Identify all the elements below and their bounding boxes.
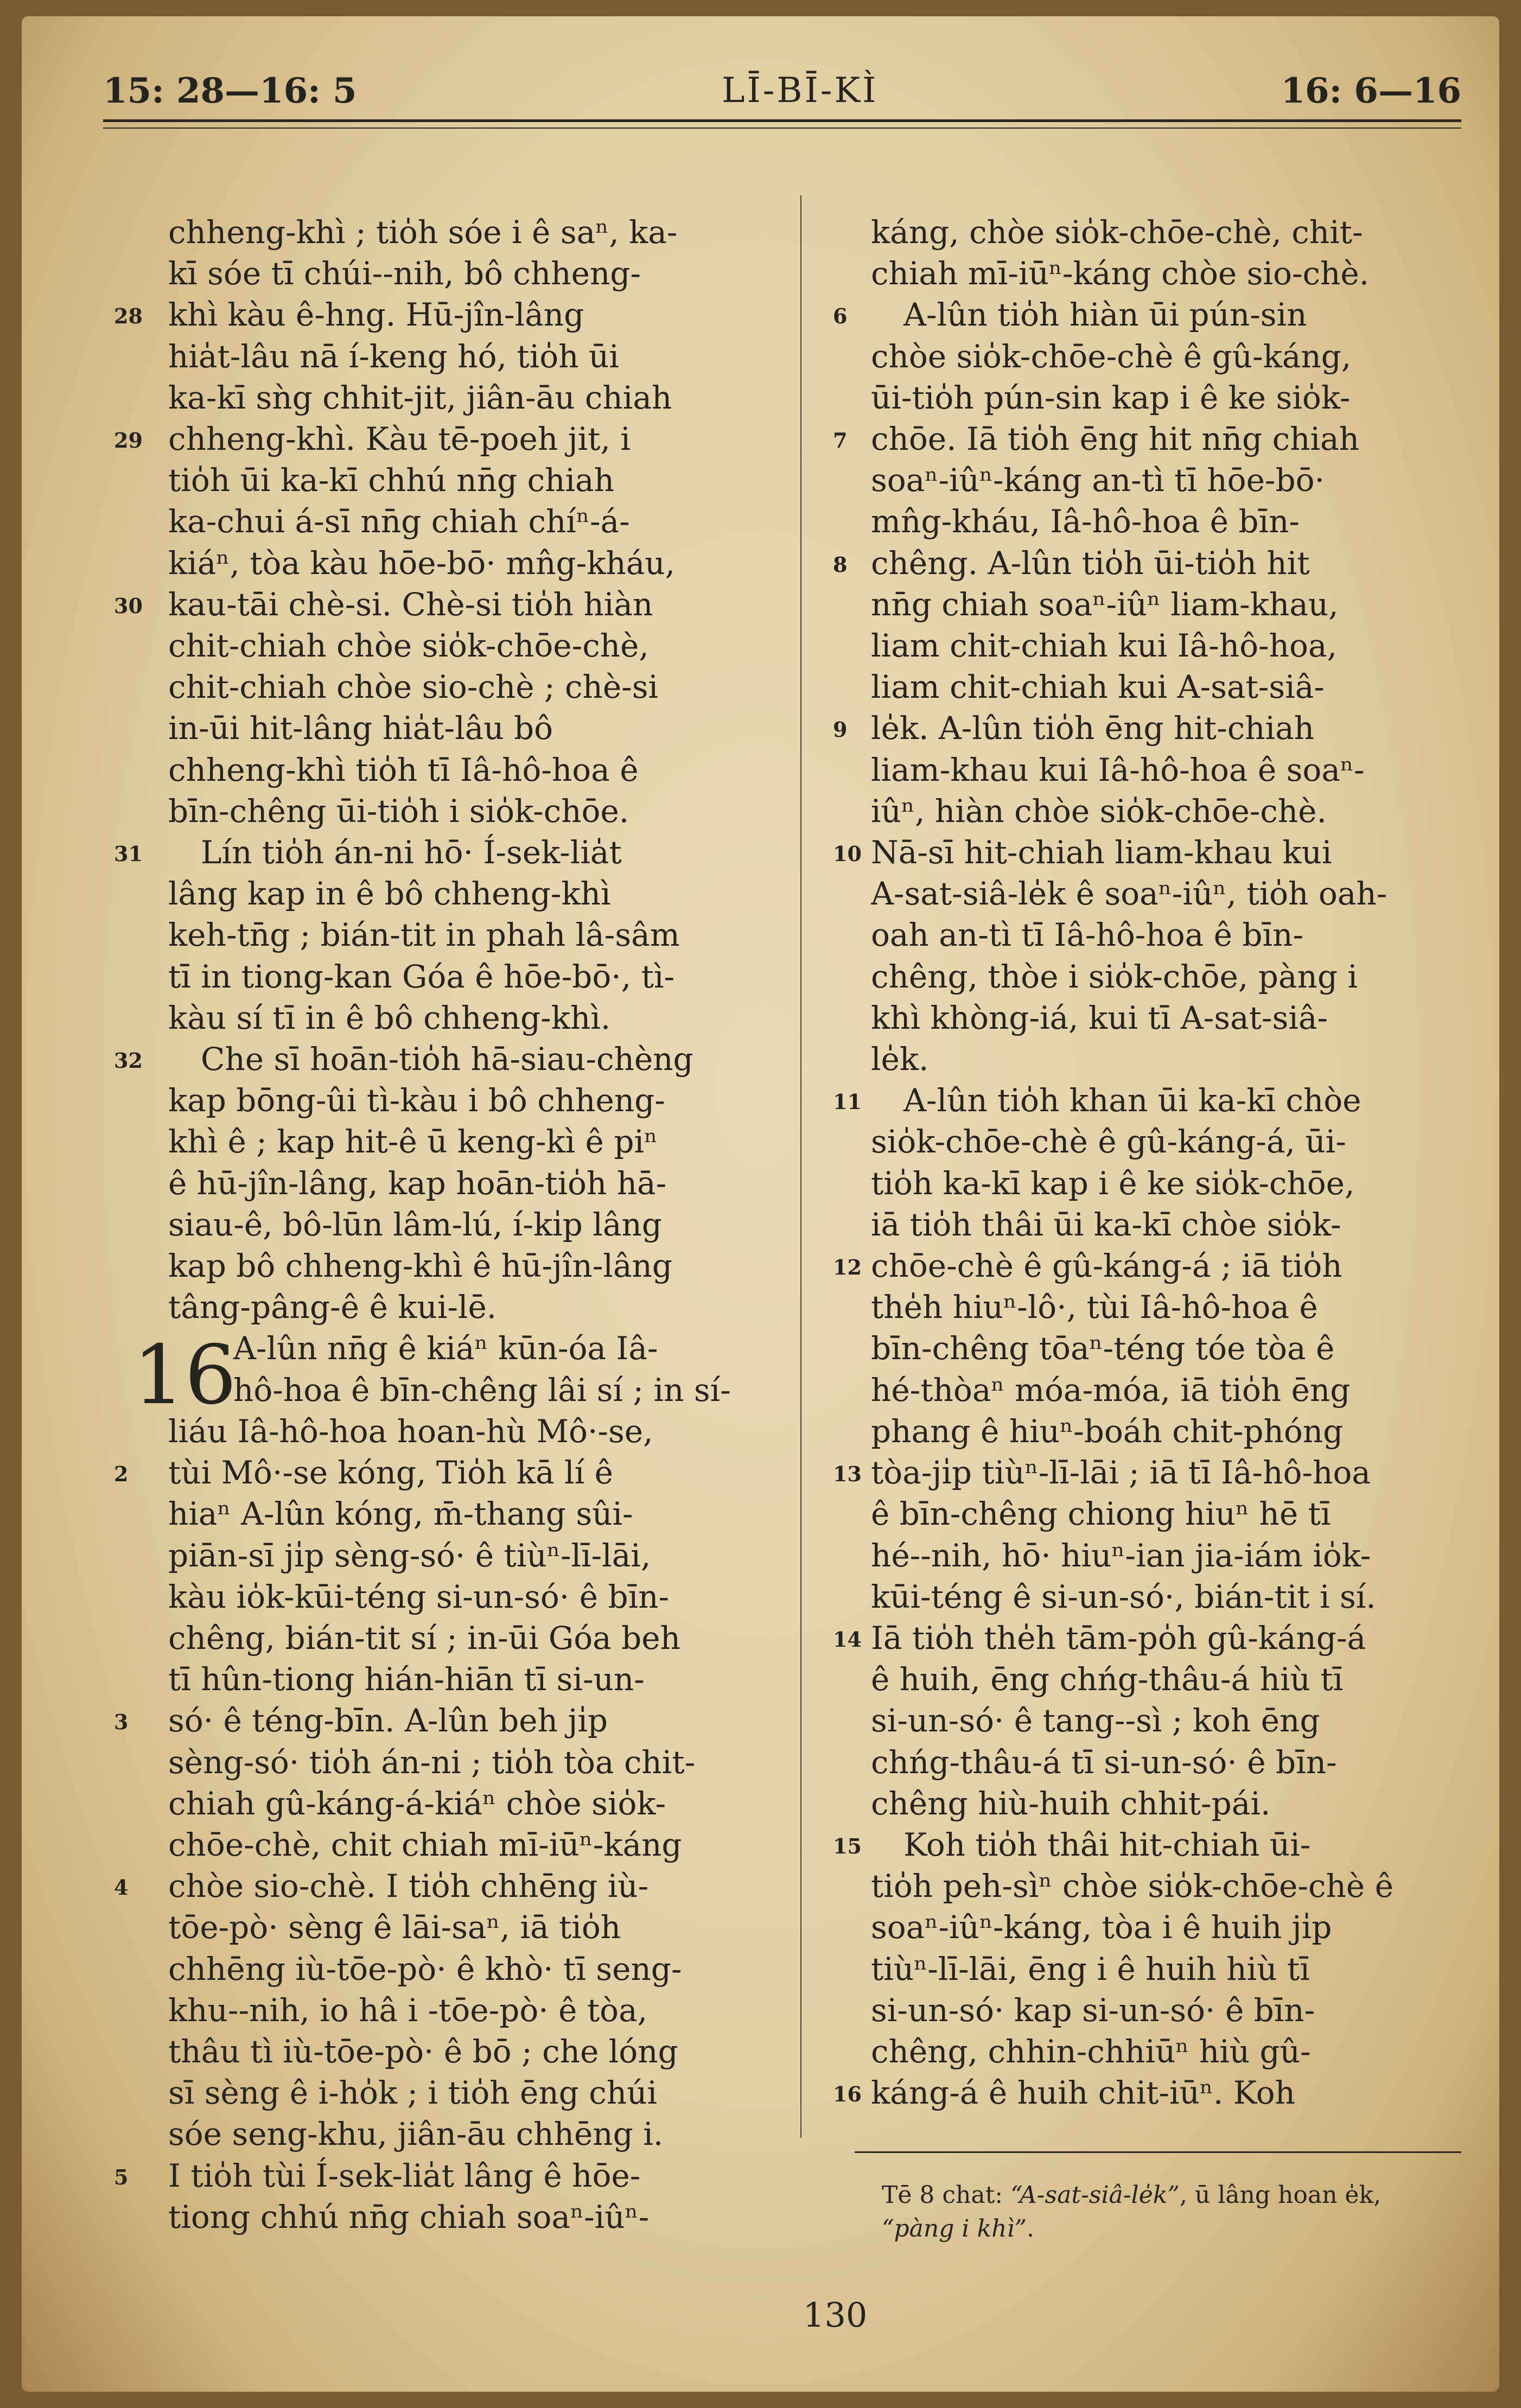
header-right-reference: 16: 6—16: [1281, 71, 1461, 111]
text-line: in-ūi hit-lâng hia̍t-lâu bô: [168, 710, 553, 747]
text-line: chêng hiù-huih chhit-pái.: [871, 1785, 1271, 1822]
text-line: ê hū-jîn-lâng, kap hoān-tio̍h hā-: [168, 1164, 667, 1202]
verse-number: 4: [114, 1875, 129, 1900]
text-line: ūi-tio̍h pún-sin kap i ê ke sio̍k-: [871, 379, 1351, 416]
text-line: chêng, bián-tit sí ; in-ūi Góa beh: [168, 1619, 680, 1657]
text-line: kap bô chheng-khì ê hū-jîn-lâng: [168, 1247, 673, 1285]
header-left-reference: 15: 28—16: 5: [103, 71, 357, 111]
text-line: kàu io̍k-kūi-téng si-un-só· ê bīn-: [168, 1578, 670, 1615]
text-line: chōe-chè, chit chiah mī-iūⁿ-káng: [168, 1826, 682, 1863]
text-line: the̍h hiuⁿ-lô·, tùi Iâ-hô-hoa ê: [871, 1289, 1318, 1326]
text-line: ka-chui á-sī nn̄g chiah chíⁿ-á-: [168, 503, 630, 540]
text-line: Koh tio̍h thâi hit-chiah ūi-: [903, 1826, 1311, 1863]
text-line: sèng-só· tio̍h án-ni ; tio̍h tòa chit-: [168, 1743, 696, 1781]
text-line: liáu Iâ-hô-hoa hoan-hù Mô·-se,: [168, 1412, 653, 1450]
text-line: si-un-só· kap si-un-só· ê bīn-: [871, 1991, 1315, 2029]
text-line: khì kàu ê-hng. Hū-jîn-lâng: [168, 296, 584, 334]
page-number: 130: [803, 2295, 868, 2335]
footnote-prefix: Tē 8 chat:: [882, 2181, 1011, 2209]
text-line: chōe. Iā tio̍h ēng hit nn̄g chiah: [871, 421, 1359, 458]
text-line: hô-hoa ê bīn-chêng lâi sí ; in sí-: [233, 1371, 731, 1409]
text-line: keh-tn̄g ; bián-tit in phah lâ-sâm: [168, 916, 680, 954]
text-line: tiong chhú nn̄g chiah soaⁿ-iûⁿ-: [168, 2198, 650, 2235]
footnote-rule: [855, 2151, 1461, 2153]
text-line: chòe sio̍k-chōe-chè ê gû-káng,: [871, 337, 1352, 375]
text-line: siau-ê, bô-lūn lâm-lú, í-ki̍p lâng: [168, 1206, 662, 1243]
text-line: chhēng iù-tōe-pò· ê khò· tī seng-: [168, 1950, 682, 1987]
footnote: [882, 2178, 1500, 2246]
text-line: soaⁿ-iûⁿ-káng an-tì tī hōe-bō·: [871, 462, 1325, 499]
text-line: bīn-chêng ūi-tio̍h i sio̍k-chōe.: [168, 792, 629, 830]
text-line: chńg-thâu-á tī si-un-só· ê bīn-: [871, 1743, 1337, 1781]
chapter-number: 16: [133, 1328, 237, 1423]
text-line: tōe-pò· sèng ê lāi-saⁿ, iā tio̍h: [168, 1909, 621, 1946]
verse-number: 16: [833, 2082, 862, 2106]
header-book-title: LĪ-BĪ-KÌ: [722, 71, 879, 111]
text-line: A-lûn tio̍h hiàn ūi pún-sin: [903, 296, 1307, 334]
verse-number: 13: [833, 1462, 862, 1486]
text-line: kī sóe tī chúi--nih, bô chheng-: [168, 255, 641, 292]
text-line: A-lûn tio̍h khan ūi ka-kī chòe: [903, 1082, 1361, 1119]
footnote-term: “A-sat-siâ-le̍k”: [1010, 2181, 1180, 2209]
text-line: chheng-khì tio̍h tī Iâ-hô-hoa ê: [168, 751, 639, 788]
text-line: phang ê hiuⁿ-boáh chit-phóng: [871, 1412, 1344, 1450]
text-line: lâng kap in ê bô chheng-khì: [168, 875, 611, 913]
text-line: liam-khau kui Iâ-hô-hoa ê soaⁿ-: [871, 751, 1365, 788]
verse-number: 30: [114, 594, 143, 618]
text-line: kūi-téng ê si-un-só·, bián-tit i sí.: [871, 1578, 1376, 1615]
text-line: sóe seng-khu, jiân-āu chhēng i.: [168, 2116, 664, 2153]
text-line: sio̍k-chōe-chè ê gû-káng-á, ūi-: [871, 1123, 1346, 1161]
text-line: liam chit-chiah kui Iâ-hô-hoa,: [871, 627, 1337, 665]
text-line: si-un-só· ê tang--sì ; koh ēng: [871, 1702, 1320, 1740]
text-line: thâu tì iù-tōe-pò· ê bō ; che lóng: [168, 2033, 678, 2070]
verse-number: 29: [114, 428, 143, 453]
text-line: tio̍h peh-sìⁿ chòe sio̍k-chōe-chè ê: [871, 1868, 1393, 1905]
text-line: chêng, chhin-chhiūⁿ hiù gû-: [871, 2033, 1311, 2070]
text-line: khì ê ; kap hit-ê ū keng-kì ê piⁿ: [168, 1123, 658, 1161]
text-line: soaⁿ-iûⁿ-káng, tòa i ê huih ji̍p: [871, 1909, 1332, 1946]
text-line: chit-chiah chòe sio-chè ; chè-si: [168, 668, 659, 706]
right-column-text: [871, 212, 1502, 2113]
text-line: tâng-pâng-ê ê kui-lē.: [168, 1289, 497, 1326]
footnote-term: “pàng i khì”: [882, 2215, 1027, 2243]
book-page: [22, 16, 1499, 2392]
text-line: I tio̍h tùi Í-sek-lia̍t lâng ê hōe-: [168, 2157, 641, 2194]
text-line: A-sat-siâ-le̍k ê soaⁿ-iûⁿ, tio̍h oah-: [871, 875, 1388, 913]
text-line: káng, chòe sio̍k-chōe-chè, chit-: [871, 214, 1363, 251]
verse-number: 9: [833, 717, 848, 742]
left-column-text: [168, 212, 790, 2238]
text-line: tòa-ji̍p tiùⁿ-lī-lāi ; iā tī Iâ-hô-hoa: [871, 1454, 1371, 1492]
text-line: chêng, thòe i sio̍k-chōe, pàng i: [871, 958, 1358, 995]
text-line: piān-sī ji̍p sèng-só· ê tiùⁿ-lī-lāi,: [168, 1537, 651, 1574]
text-line: liam chit-chiah kui A-sat-siâ-: [871, 668, 1325, 706]
text-line: le̍k. A-lûn tio̍h ēng hit-chiah: [871, 710, 1315, 747]
text-line: tio̍h ka-kī kap i ê ke sio̍k-chōe,: [871, 1164, 1355, 1202]
footnote-suffix: .: [1027, 2215, 1035, 2243]
text-line: khu--nih, io hâ i -tōe-pò· ê tòa,: [168, 1991, 648, 2029]
text-line: tī hûn-tiong hián-hiān tī si-un-: [168, 1661, 645, 1698]
verse-number: 8: [833, 552, 848, 577]
text-line: bīn-chêng tōaⁿ-téng tóe tòa ê: [871, 1330, 1335, 1367]
text-line: káng-á ê huih chit-iūⁿ. Koh: [871, 2074, 1295, 2112]
header-rule: [103, 119, 1461, 122]
text-line: hé--nih, hō· hiuⁿ-ian jia-iám io̍k-: [871, 1537, 1371, 1574]
text-line: tiùⁿ-lī-lāi, ēng i ê huih hiù tī: [871, 1950, 1310, 1987]
verse-number: 11: [833, 1090, 862, 1114]
text-line: tī in tiong-kan Góa ê hōe-bō·, tì-: [168, 958, 675, 995]
text-line: tùi Mô·-se kóng, Tio̍h kā lí ê: [168, 1454, 613, 1492]
verse-number: 10: [833, 842, 862, 866]
text-line: Lín tio̍h án-ni hō· Í-sek-lia̍t: [201, 834, 622, 871]
text-line: iā tio̍h thâi ūi ka-kī chòe sio̍k-: [871, 1206, 1341, 1243]
text-line: chòe sio-chè. I tio̍h chhēng iù-: [168, 1868, 649, 1905]
verse-number: 15: [833, 1834, 862, 1858]
text-line: hé-thòaⁿ móa-móa, iā tio̍h ēng: [871, 1371, 1351, 1409]
header-rule-thin: [103, 128, 1461, 129]
verse-number: 5: [114, 2165, 129, 2189]
text-line: chheng-khì ; tio̍h sóe i ê saⁿ, ka-: [168, 214, 678, 251]
text-line: oah an-tì tī Iâ-hô-hoa ê bīn-: [871, 916, 1304, 954]
verse-number: 3: [114, 1710, 129, 1734]
text-line: Nā-sī hit-chiah liam-khau kui: [871, 834, 1332, 871]
text-line: hia̍t-lâu nā í-keng hó, tio̍h ūi: [168, 337, 619, 375]
text-line: mn̂g-kháu, Iâ-hô-hoa ê bīn-: [871, 503, 1300, 540]
verse-number: 7: [833, 428, 848, 453]
text-line: chit-chiah chòe sio̍k-chōe-chè,: [168, 627, 649, 665]
column-separator: [800, 195, 801, 2138]
verse-number: 6: [833, 304, 848, 328]
text-line: khì khòng-iá, kui tī A-sat-siâ-: [871, 999, 1328, 1036]
text-line: chheng-khì. Kàu tē-poeh jit, i: [168, 421, 631, 458]
verse-number: 2: [114, 1462, 129, 1486]
text-line: chiah mī-iūⁿ-káng chòe sio-chè.: [871, 255, 1370, 292]
text-line: iûⁿ, hiàn chòe sio̍k-chōe-chè.: [871, 792, 1327, 830]
text-line: ka-kī sǹg chhit-jit, jiân-āu chiah: [168, 379, 672, 416]
verse-number: 32: [114, 1048, 143, 1073]
verse-number: 12: [833, 1255, 862, 1279]
text-line: sī sèng ê i-ho̍k ; i tio̍h ēng chúi: [168, 2074, 658, 2112]
text-line: kap bōng-ûi tì-kàu i bô chheng-: [168, 1082, 665, 1119]
text-line: hiaⁿ A-lûn kóng, m̄-thang sûi-: [168, 1495, 633, 1533]
text-line: nn̄g chiah soaⁿ-iûⁿ liam-khau,: [871, 585, 1339, 623]
verse-number: 14: [833, 1627, 862, 1652]
verse-number: 28: [114, 304, 143, 328]
text-line: le̍k.: [871, 1041, 929, 1078]
verse-number: 31: [114, 842, 143, 866]
text-line: Che sī hoān-tio̍h hā-siau-chèng: [201, 1041, 693, 1078]
text-line: chōe-chè ê gû-káng-á ; iā tio̍h: [871, 1247, 1342, 1285]
text-line: Iā tio̍h the̍h tām-po̍h gû-káng-á: [871, 1619, 1366, 1657]
text-line: ê bīn-chêng chiong hiuⁿ hē tī: [871, 1495, 1331, 1533]
text-line: chiah gû-káng-á-kiáⁿ chòe sio̍k-: [168, 1785, 666, 1822]
text-line: kàu sí tī in ê bô chheng-khì.: [168, 999, 611, 1036]
text-line: A-lûn nn̄g ê kiáⁿ kūn-óa Iâ-: [233, 1330, 658, 1367]
text-line: tio̍h ūi ka-kī chhú nn̄g chiah: [168, 462, 614, 499]
text-line: só· ê téng-bīn. A-lûn beh ji̍p: [168, 1702, 608, 1740]
text-line: kiáⁿ, tòa kàu hōe-bō· mn̂g-kháu,: [168, 544, 676, 582]
text-line: kau-tāi chè-si. Chè-si tio̍h hiàn: [168, 585, 653, 623]
text-line: ê huih, ēng chńg-thâu-á hiù tī: [871, 1661, 1344, 1698]
text-line: chêng. A-lûn tio̍h ūi-tio̍h hit: [871, 544, 1310, 582]
footnote-middle: , ū lâng hoan e̍k,: [1179, 2181, 1382, 2209]
